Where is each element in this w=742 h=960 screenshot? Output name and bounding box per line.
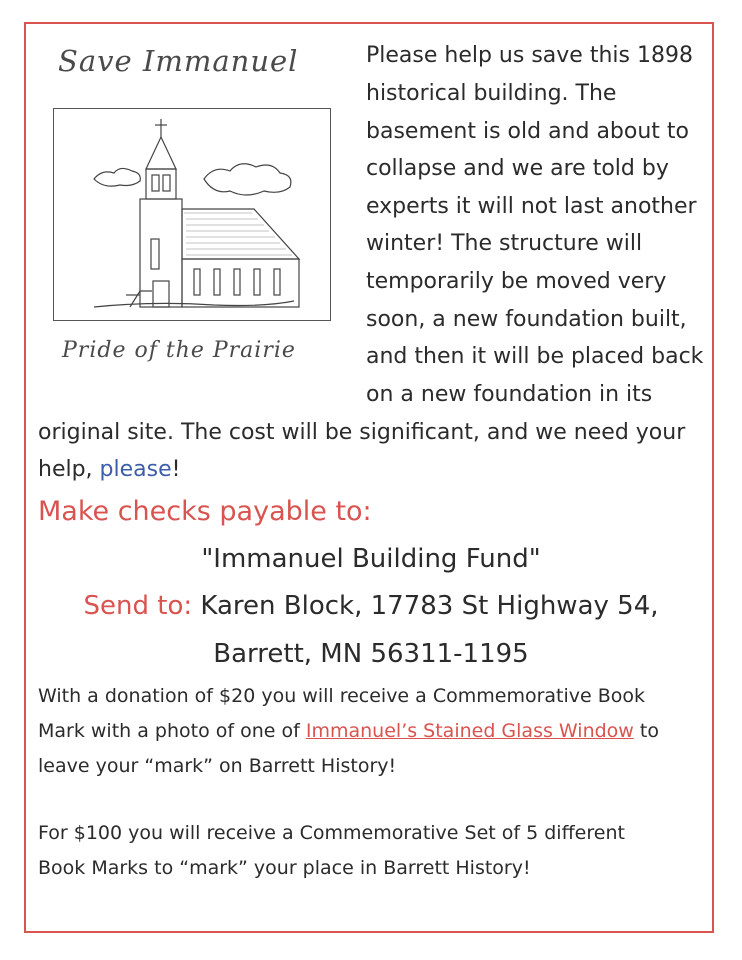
intro-line-3: basement is old and about to — [366, 119, 690, 144]
donation20-line-3: leave your “mark” on Barrett History! — [38, 755, 397, 777]
send-to-address: Karen Block, 17783 St Highway 54, — [192, 591, 659, 621]
intro-line-8: soon, a new foundation built, — [366, 307, 687, 332]
please-word: please — [99, 457, 172, 482]
donation100-line-2: Book Marks to “mark” your place in Barrett History! — [38, 857, 531, 879]
intro-line-9: and then it will be placed back — [366, 344, 704, 369]
intro-line-5: experts it will not last another — [366, 194, 697, 219]
church-illustration — [53, 108, 331, 321]
intro-line-1: Please help us save this 1898 — [366, 43, 693, 68]
church-caption: Pride of the Prairie — [62, 338, 296, 363]
donation20-line-2 — [38, 720, 659, 742]
intro-line-10: on a new foundation in its — [366, 382, 653, 407]
send-to-city: Barrett, MN 56311-1195 — [213, 639, 529, 669]
stained-glass-link[interactable]: Immanuel’s Stained Glass Window — [305, 720, 634, 742]
donation20-line-1: With a donation of $20 you will receive a Commemorative Book — [38, 685, 646, 707]
checks-heading: Make checks payable to: — [38, 496, 372, 527]
donation20-line2-suffix: to — [633, 720, 659, 742]
help-suffix: ! — [171, 457, 181, 482]
flyer-title: Save Immanuel — [58, 44, 299, 78]
help-line — [38, 457, 180, 482]
donation100-line-1: For $100 you will receive a Commemorative Set of 5 different — [38, 822, 625, 844]
send-to-label: Send to: — [83, 591, 193, 621]
send-to-line — [0, 591, 742, 621]
church-drawing-svg — [54, 109, 329, 319]
intro-line-2: historical building. The — [366, 81, 617, 106]
payee-name: "Immanuel Building Fund" — [201, 544, 541, 574]
help-prefix: help, — [38, 457, 100, 482]
intro-line-6: winter! The structure will — [366, 231, 643, 256]
intro-line-4: collapse and we are told by — [366, 156, 669, 181]
intro-line-11: original site. The cost will be significant, and we need your — [38, 420, 686, 445]
donation20-line2-prefix: Mark with a photo of one of — [38, 720, 306, 742]
intro-line-7: temporarily be moved very — [366, 269, 667, 294]
